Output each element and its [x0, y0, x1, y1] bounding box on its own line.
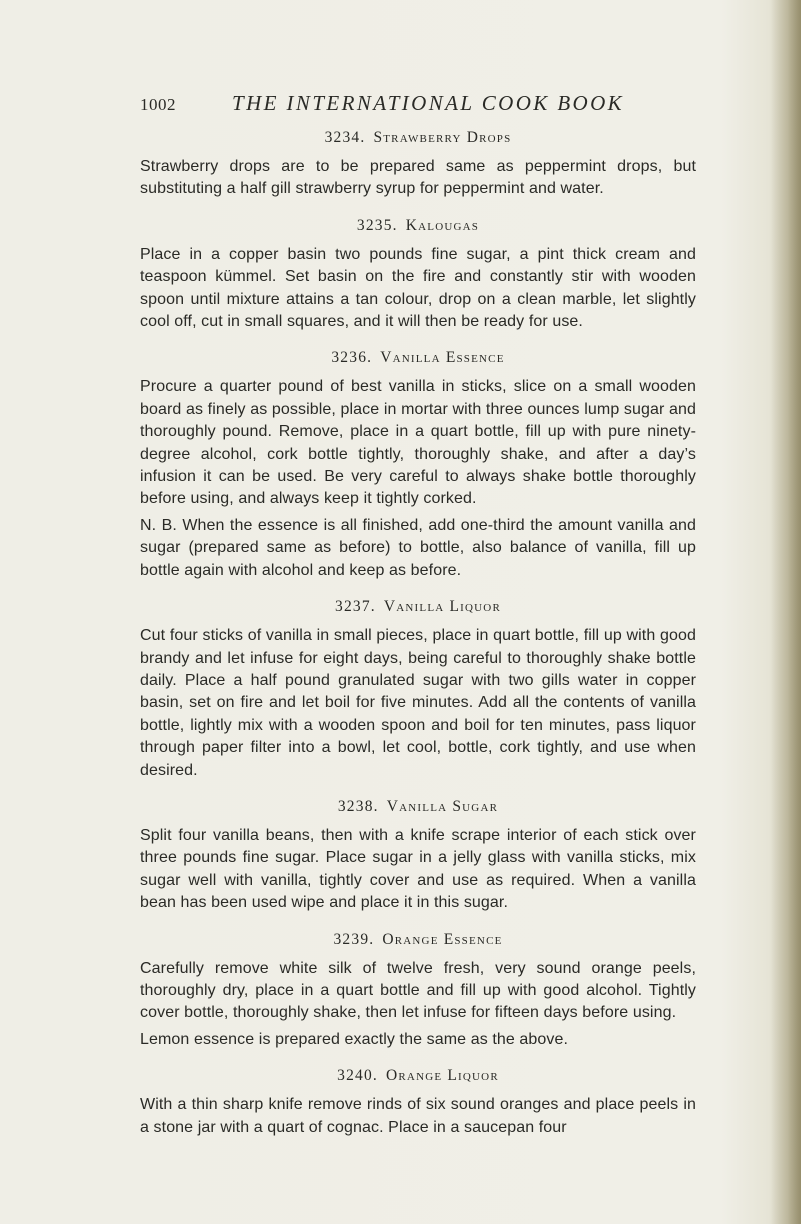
recipe-number: 3234. [324, 129, 366, 146]
page-content [140, 128, 696, 1154]
recipe-heading [140, 348, 696, 368]
page-edge-shadow [771, 0, 801, 1224]
recipe-number: 3236. [331, 349, 373, 367]
running-title: THE INTERNATIONAL COOK BOOK [232, 91, 625, 115]
recipe-number: 3237. [335, 598, 376, 616]
recipe-title: Strawberry Drops [373, 129, 512, 146]
recipe-title: Kalougas [405, 216, 480, 234]
recipe-note: N. B. When the essence is all finished, add one-third the amount vanilla and sugar (prepared same as before) to bottle, also balance of vanilla, fill up bottle again with alcohol and keep as before. [140, 516, 696, 579]
recipe-3240 [140, 1066, 696, 1139]
recipe-paragraph: Split four vanilla beans, then with a knife scrape interior of each stick over three pounds fine sugar. Place sugar in a jelly glass with vanilla sticks, mix sugar well with vanilla, tightly cover and use as required. When a vanilla bean has been used wipe and place it in this sugar. [140, 826, 696, 912]
recipe-heading [140, 128, 696, 148]
recipe-title: Orange Liquor [386, 1067, 499, 1085]
recipe-3237 [140, 597, 696, 782]
recipe-3234 [140, 128, 696, 201]
recipe-title: Vanilla Sugar [386, 797, 499, 815]
recipe-number: 3238. [337, 797, 379, 815]
recipe-3236 [140, 348, 696, 582]
recipe-heading [140, 1066, 696, 1086]
recipe-paragraph: Carefully remove white silk of twelve fresh, very sound orange peels, thoroughly dry, place in a quart bottle and fill up with good alcohol. Tightly cover bottle, thoroughly shake, then let infuse for fifteen days before using. [140, 959, 696, 1022]
recipe-3238 [140, 797, 696, 915]
recipe-heading [140, 216, 696, 236]
recipe-number: 3235. [356, 216, 398, 234]
recipe-paragraph: Procure a quarter pound of best vanilla in sticks, slice on a small wooden board as finely as possible, place in mortar with three ounces lump sugar and thoroughly pound. Remove, place in a quart bottle, fill up with pure ninety-degree alcohol, cork bottle tightly, thoroughly shake, and after a day’s infusion it can be used. Be very careful to always shake bottle thoroughly before using, and always keep it tightly corked. [140, 378, 696, 508]
page-number: 1002 [140, 95, 176, 114]
recipe-heading [140, 930, 696, 950]
recipe-3239 [140, 930, 696, 1052]
recipe-title: Orange Essence [382, 930, 503, 948]
recipe-paragraph: Strawberry drops are to be prepared same as peppermint drops, but substituting a half gill strawberry syrup for peppermint and water. [140, 158, 696, 198]
page-header [140, 91, 700, 121]
recipe-heading [140, 597, 696, 617]
recipe-title: Vanilla Liquor [383, 598, 501, 616]
recipe-paragraph: With a thin sharp knife remove rinds of six sound oranges and place peels in a stone jar with a quart of cognac. Place in a saucepan four [140, 1096, 696, 1136]
recipe-heading [140, 797, 696, 817]
recipe-3235 [140, 216, 696, 334]
recipe-title: Vanilla Essence [380, 349, 505, 367]
recipe-paragraph: Cut four sticks of vanilla in small pieces, place in quart bottle, fill up with good brandy and let infuse for eight days, being careful to thoroughly shake bottle daily. Place a half pound granulated sugar with two gills water in copper basin, set on fire and let boil for five minutes. Add all the contents of vanilla bottle, lightly mix with a wooden spoon and boil for ten minutes, pass liquor through paper filter into a bowl, let cool, bottle, cork tightly, and use when desired. [140, 627, 696, 779]
recipe-number: 3240. [337, 1067, 378, 1085]
recipe-paragraph: Place in a copper basin two pounds fine sugar, a pint thick cream and teaspoon kümmel. Set basin on the fire and constantly stir with wooden spoon until mixture attains a tan colour, drop on a clean marble, let slightly cool off, cut in small squares, and it will then be ready for use. [140, 245, 696, 331]
recipe-note: Lemon essence is prepared exactly the same as the above. [140, 1030, 569, 1048]
recipe-number: 3239. [333, 930, 375, 948]
